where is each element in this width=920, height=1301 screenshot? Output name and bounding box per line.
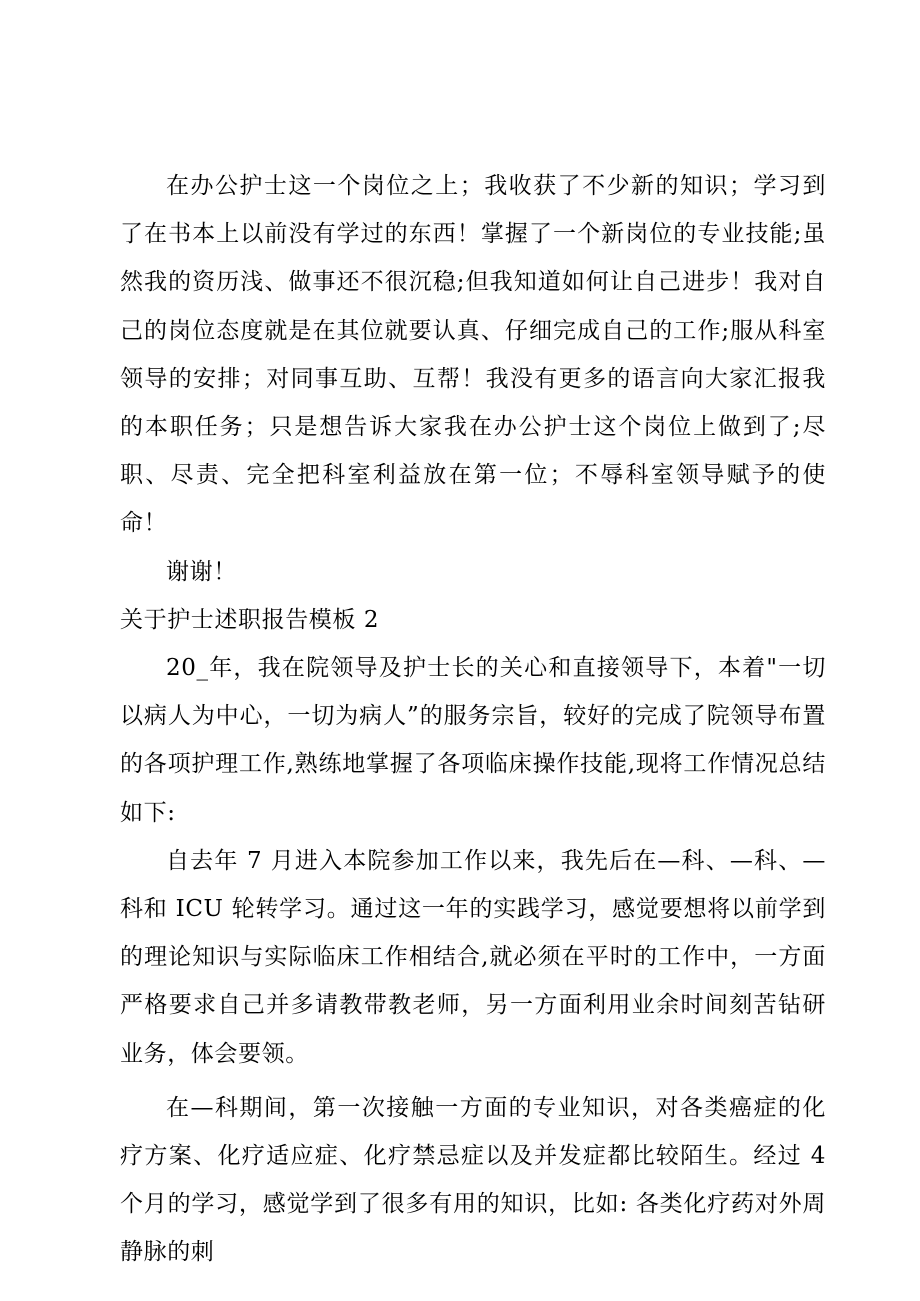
paragraph-work-summary: 在办公护士这一个岗位之上；我收获了不少新的知识；学习到了在书本上以前没有学过的东西！掌握了一个新岗位的专业技能;虽然我的资历浅、做事还不很沉稳;但我知道如何让自己进步！我对自己的岗位态度就是在其位就要认真、仔细完成自己的工作;服从科室领导的安排；对同事互助、互帮！我没有更多的语言向大家汇报我的本职任务；只是想告诉大家我在办公护士这个岗位上做到了;尽职、尽责、完全把科室利益放在第一位；不辱科室领导赋予的使命！: [120, 173, 826, 537]
section-title: 关于护士述职报告模板 2: [120, 606, 380, 633]
paragraph-thanks: 谢谢！: [166, 558, 237, 585]
paragraph-intro: 20_年，我在院领导及护士长的关心和直接领导下，本着"一切以病人为中心，一切为病人”的服务宗旨，较好的完成了院领导布置的各项护理工作,熟练地掌握了各项临床操作技能,现将工作情况总结如下:: [120, 655, 826, 826]
document-body: [120, 162, 826, 1277]
paragraph-rotation: 自去年 7 月进入本院参加工作以来，我先后在—科、—科、—科和 ICU 轮转学习。通过这一年的实践学习，感觉要想将以前学到的理论知识与实际临床工作相结合,就必须在平时的工作中，一方面严格要求自己并多请教带教老师，另一方面利用业余时间刻苦钻研业务，体会要领。: [120, 847, 826, 1067]
paragraph-oncology: 在—科期间，第一次接触一方面的专业知识，对各类癌症的化疗方案、化疗适应症、化疗禁忌症以及并发症都比较陌生。经过 4 个月的学习，感觉学到了很多有用的知识，比如: 各类化疗药对外周静脉的刺: [120, 1094, 826, 1266]
